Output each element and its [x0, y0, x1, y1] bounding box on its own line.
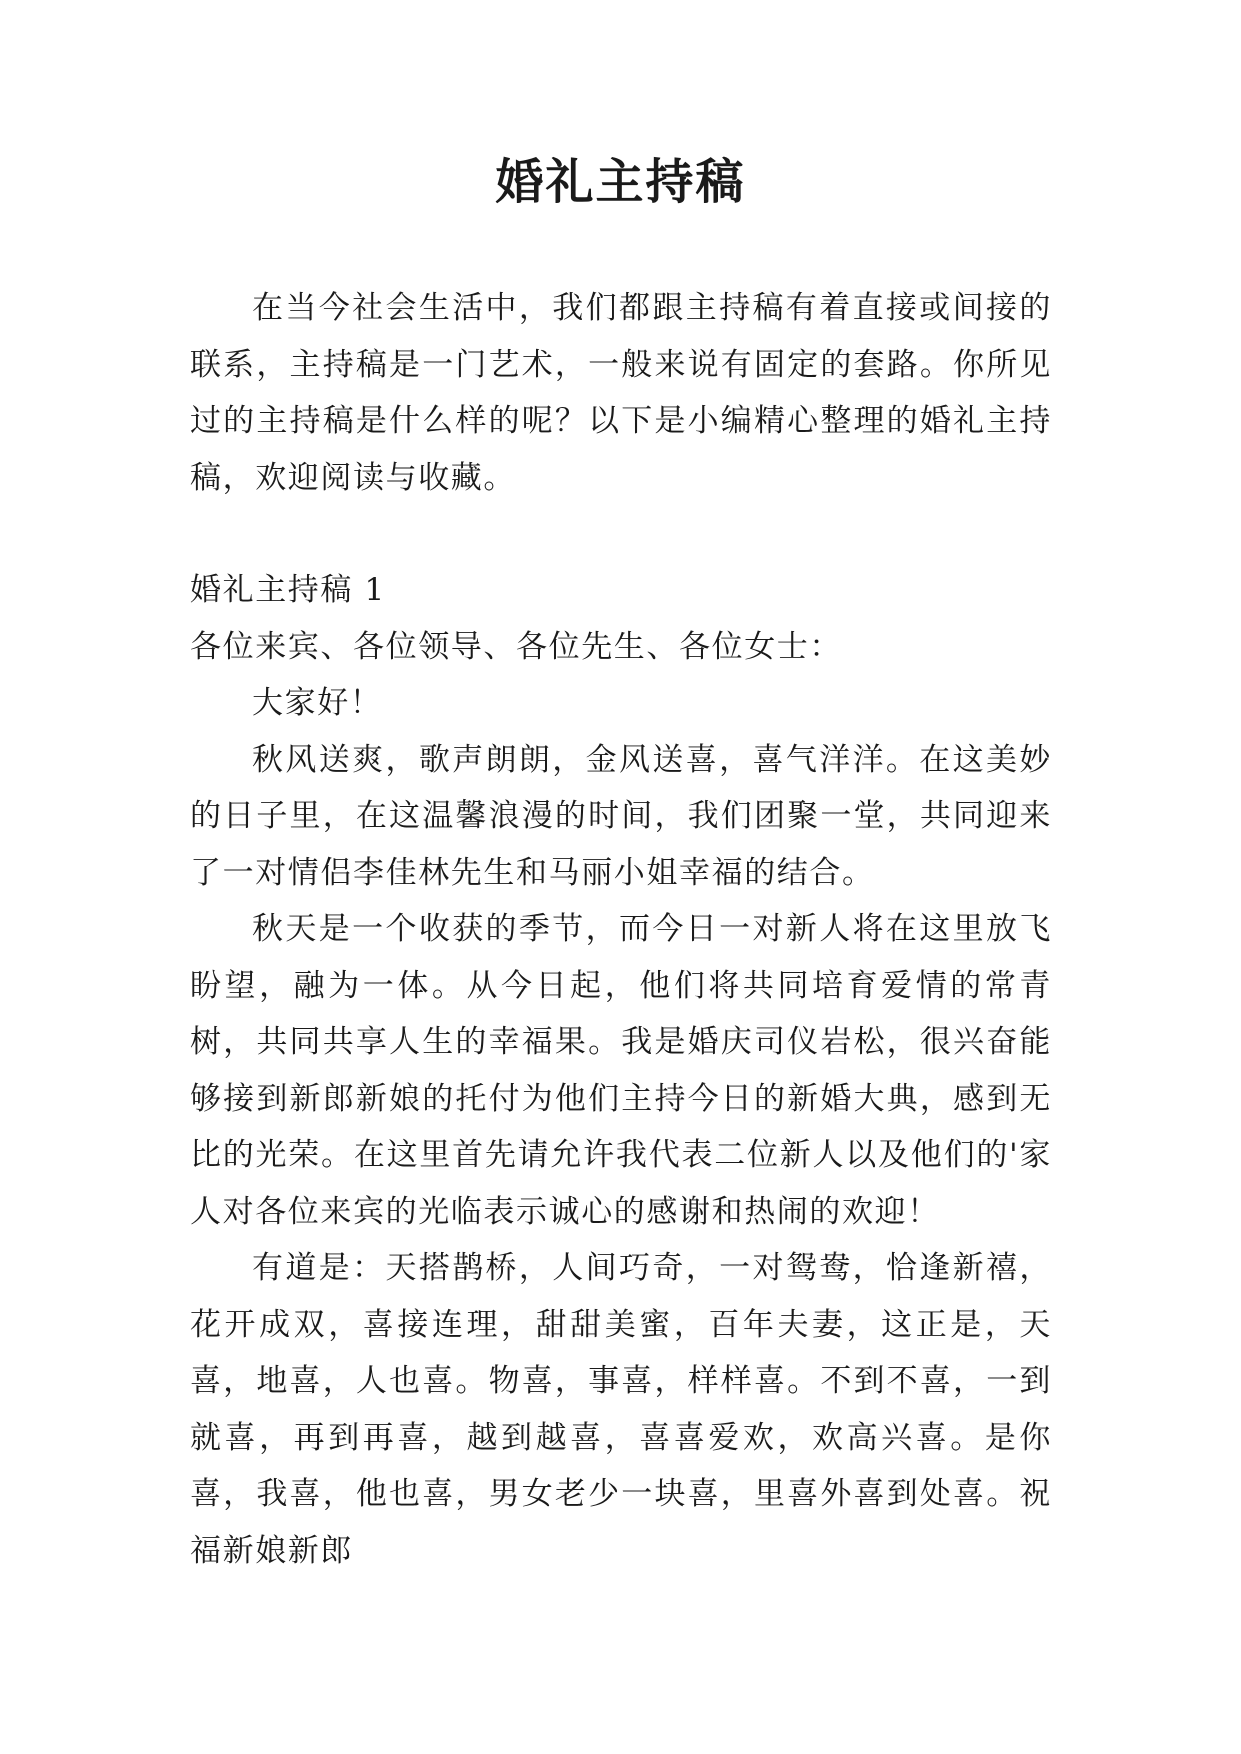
document-title: 婚礼主持稿 — [495, 154, 746, 210]
greeting: 大家好！ — [252, 685, 383, 721]
body-paragraph: 秋天是一个收获的季节，而今日一对新人将在这里放飞盼望，融为一体。从今日起，他们将共同培育爱情的常青树，共同共享人生的幸福果。我是婚庆司仪岩松，很兴奋能够接到新郎新娘的托付为他们主持今日的新婚大典，感到无比的光荣。在这里首先请允许我代表二位新人以及他们的'家人对各位来宾的光临表示诚心的感谢和热闹的欢迎！ — [190, 911, 1052, 1230]
paragraph-gap — [190, 506, 1052, 562]
intro-paragraph: 在当今社会生活中，我们都跟主持稿有着直接或间接的联系，主持稿是一门艺术，一般来说有固定的套路。你所见过的主持稿是什么样的呢？以下是小编精心整理的婚礼主持稿，欢迎阅读与收藏。 — [190, 290, 1052, 496]
body-paragraph: 有道是：天搭鹊桥，人间巧奇，一对鸳鸯，恰逢新禧，花开成双，喜接连理，甜甜美蜜，百年夫妻，这正是，天喜，地喜，人也喜。物喜，事喜，样样喜。不到不喜，一到就喜，再到再喜，越到越喜，喜喜爱欢，欢高兴喜。是你喜，我喜，他也喜，男女老少一块喜，里喜外喜到处喜。祝福新娘新郎 — [190, 1250, 1052, 1569]
salutation: 各位来宾、各位领导、各位先生、各位女士： — [190, 628, 842, 665]
body-paragraph: 秋风送爽，歌声朗朗，金风送喜，喜气洋洋。在这美妙的日子里，在这温馨浪漫的时间，我们团聚一堂，共同迎来了一对情侣李佳林先生和马丽小姐幸福的结合。 — [190, 741, 1052, 891]
document-body — [190, 280, 1052, 1579]
section-heading: 婚礼主持稿 1 — [190, 572, 386, 608]
